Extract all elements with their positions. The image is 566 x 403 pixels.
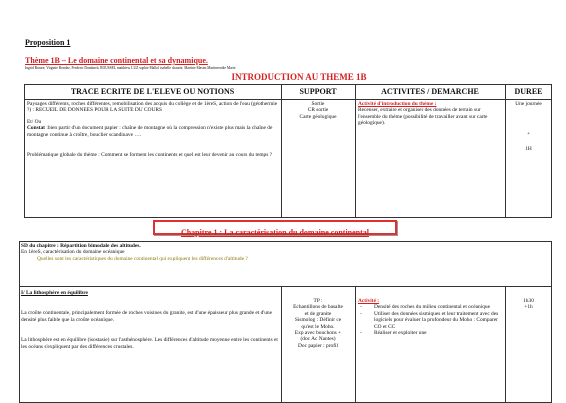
proposition-title: Proposition 1: [25, 38, 71, 47]
trace-paragraph-3: [27, 125, 279, 138]
support-line: Echantillons de basalte: [293, 304, 343, 311]
activity-cell: [358, 101, 502, 127]
header-activites: ACTIVITES / DEMARCHE: [381, 87, 479, 96]
duree-line: 1H: [525, 145, 532, 152]
activity-cell-2: [358, 298, 502, 336]
chapter-title: Chapitre 1 : La caractérisation du domaine continental: [180, 228, 370, 237]
intro-table-header-divider: [24, 99, 552, 100]
trace-paragraph-1: Paysages différents, roches différentes, remobilisation des acquis du collège et de 1èreS, action de l'eau (géothermie ?) : RECUEIL DE DONNEES POUR LA SUITE DU COURS: [27, 101, 278, 114]
theme-title: Thème 1B – Le domaine continental et sa dynamique.: [25, 56, 208, 65]
trace-paragraph-4: Problématique globale du thème : Comment se forment les continents et quel est leur devenir au cours du temps ?: [27, 152, 273, 159]
support-cell-2: [281, 298, 355, 349]
intro-heading: [0, 72, 566, 82]
support-line: Sismolog : Définir ce: [294, 317, 342, 324]
activity-item: - Utiliser des données sismiques et leur traitement avec des logiciels pour évaluer la profondeur du Moho : Comparer CO et CC: [360, 311, 502, 330]
col-divider-2b: [355, 286, 356, 403]
duree-line: Une journée: [515, 101, 542, 107]
lesson-cell: [21, 290, 279, 350]
support-line: Doc papier : profil: [298, 342, 338, 349]
support-line: TP :: [313, 298, 323, 304]
support-line: Carte géologique: [299, 113, 337, 120]
support-line: Exp avec bouchons +: [294, 330, 342, 337]
activity-text: Recenser, extraire et organiser des données de terrain sur l'ensemble du thème (possibilité de travailler avant sur carte géologique).: [358, 107, 488, 127]
support-line: et de granite: [304, 310, 332, 317]
activity-item-text: Réaliser et exploiter une: [374, 330, 427, 337]
intro-heading-text: INTRODUCTION AU THEME 1B: [231, 72, 367, 82]
support-line: qu'est le Moho.: [301, 323, 335, 330]
activity-item-text: Densité des roches du milieu continental et océanique: [374, 304, 491, 311]
header-trace: TRACE ECRITE DE L'ELEVE OU NOTIONS: [70, 87, 235, 96]
activity-title-2: Activité :: [358, 298, 380, 304]
duree-line: +1h: [524, 304, 533, 311]
col-divider-2: [355, 84, 356, 218]
support-line: Sortie: [311, 101, 325, 107]
header-support: SUPPORT: [299, 87, 337, 96]
support-line: (doc Ac Nantes): [300, 336, 336, 343]
duree-cell: [505, 101, 552, 152]
activity-item: - Réaliser et exploiter une: [360, 330, 427, 337]
authors-line: Ingrid Braure, Virginie Rondez, Frederic Dumbach, ROUSSEL matthieu, LUZ sophie Mallol isabelle chaurie, Martine Masier,Martinerodie Marie: [25, 66, 236, 70]
activity-item: - Densité des roches du milieu continental et océanique: [360, 304, 491, 311]
trace-paragraph-2: Et/ Ou: [27, 118, 42, 125]
activity-list: [358, 304, 502, 336]
sd-block: [21, 243, 281, 262]
support-cell: [281, 101, 355, 120]
activity-item-text: Utiliser des données sismiques et leur traitement avec des logiciels pour évaluer la profondeur du Moho : Comparer CO et CC: [374, 310, 499, 330]
constat-label: Constat: [27, 125, 45, 132]
chapter-question: Quelles sont les caractéristiques du domaine continental qui expliquent les différences d'altitude ?: [37, 255, 248, 262]
header-duree: DUREE: [514, 87, 543, 96]
section-heading: I/ La lithosphère en équilibre: [21, 290, 88, 296]
lesson-paragraph-2: La lithosphère est en équilibre (isostasie) sur l'asthénosphère. Les différences d'altitude moyenne entre les continents et les océans s'expliquent par des différences crustales.: [21, 337, 278, 350]
sd-subtitle: En 1èreS, caractérisation du domaine océanique: [21, 249, 125, 256]
trace-cell: [27, 101, 279, 158]
support-line: CR sortie: [307, 107, 329, 114]
duree-line: 1h30: [523, 298, 534, 304]
sd-title: SD du chapitre : Répartition bimodale des altitudes.: [21, 243, 141, 249]
duree-cell-2: [505, 298, 552, 311]
lesson-paragraph-1: La croûte continentale, principalement formée de roches voisines du granite, est d'une épaisseur plus grande et d'une densité plus faible que la croûte océanique.: [21, 310, 273, 323]
activity-title: Activité d'introduction du thème :: [358, 101, 437, 107]
duree-line: +: [526, 131, 531, 138]
chapter-table-row-divider: [19, 286, 552, 287]
constat-text: :bien partir d'un document papier : chaîne de montagne où la compression n'existe plus mais la chaîne de montagne continue à croître, bouclier scandinave ….: [27, 125, 273, 138]
chapter-box: [153, 220, 397, 235]
